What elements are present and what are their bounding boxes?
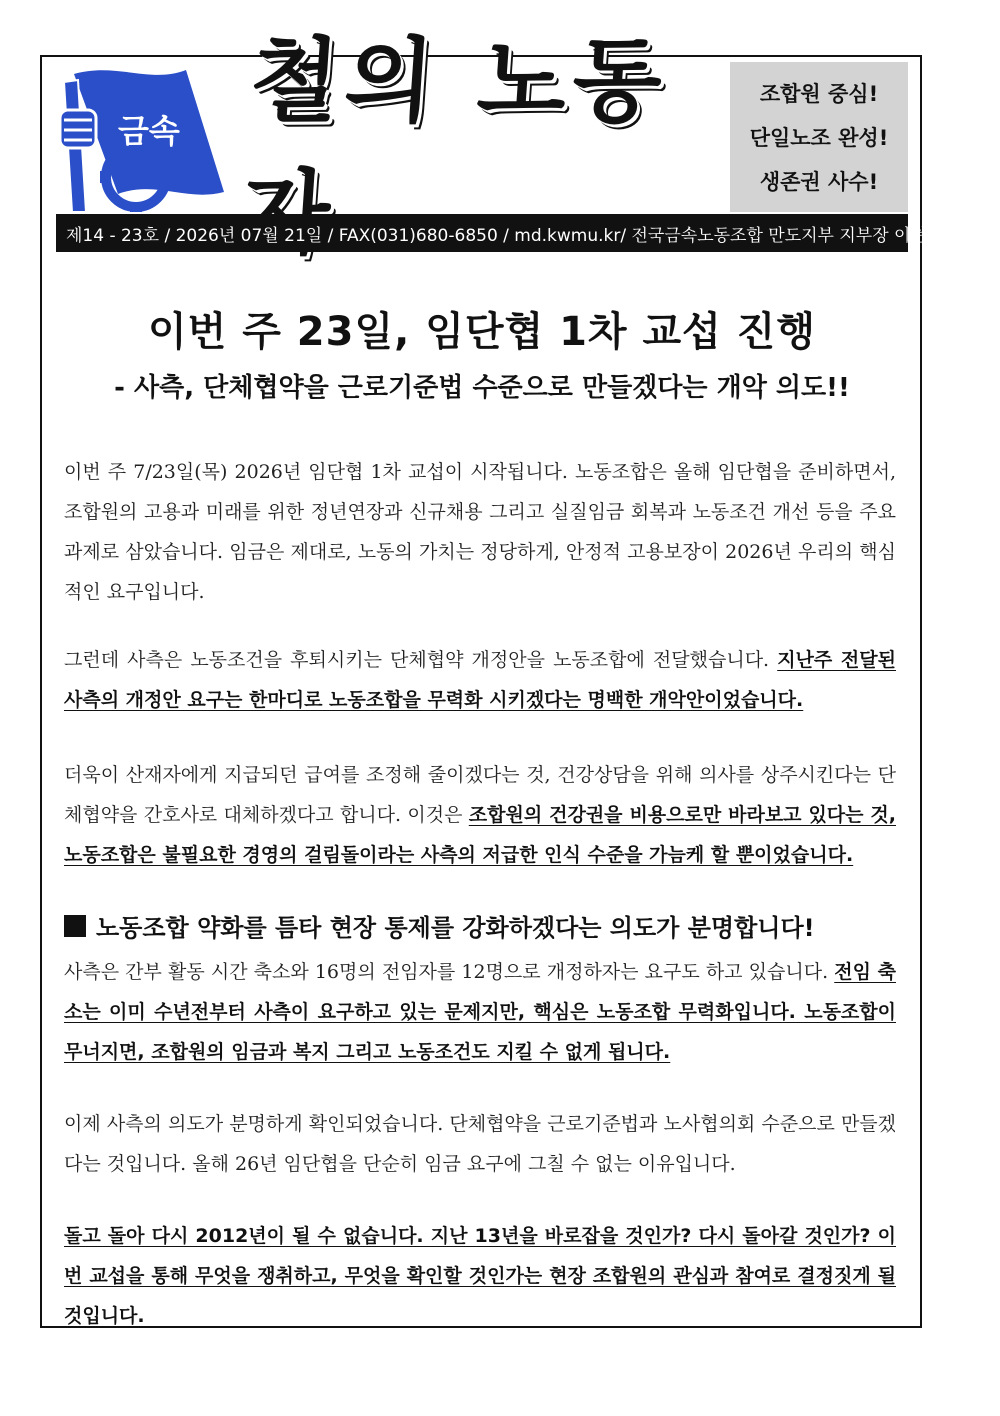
newsletter-title-wrap xyxy=(246,28,736,210)
slogan-2: 단일노조 완성! xyxy=(749,126,889,150)
paragraph-5: 이제 사측의 의도가 분명하게 확인되었습니다. 단체협약을 근로기준법과 노사협의회 수준으로 만들겠다는 것입니다. 올해 26년 임단협을 단순히 임금 요구에 그칠 수 없는 이유입니다. xyxy=(64,1113,897,1175)
paragraph-4-emphasis: 전임 축소는 이미 수년전부터 사측이 요구하고 있는 문제지만, 핵심은 노동조합 무력화입니다. 노동조합이 무너지면, 조합원의 임금과 복지 그리고 노동조건도 지킬 수 없게 됩니다. xyxy=(64,961,896,1063)
issue-info-bar: 제14 - 23호 / 2026년 07월 21일 / FAX(031)680-6850 / md.kwmu.kr/ 전국금속노동조합 만도지부 지부장 이현우 xyxy=(56,214,908,252)
paragraph-2-emphasis: 지난주 전달된 사측의 개정안 요구는 한마디로 노동조합을 무력화 시키겠다는 명백한 개악안이었습니다. xyxy=(64,649,896,711)
black-square-icon xyxy=(64,915,86,937)
paragraph-3 xyxy=(64,755,896,875)
paragraph-2-text: 그런데 사측은 노동조건을 후퇴시키는 단체협약 개정안을 노동조합에 전달했습니다. xyxy=(64,649,778,671)
paragraph-6 xyxy=(64,1216,896,1336)
paragraph-2 xyxy=(64,640,896,720)
paragraph-4-text: 사측은 간부 활동 시간 축소와 16명의 전임자를 12명으로 개정하자는 요구도 하고 있습니다. xyxy=(64,961,835,983)
slogan-1: 조합원 중심! xyxy=(759,82,879,106)
slogan-3: 생존권 사수! xyxy=(759,170,879,194)
newsletter-title: 철의 노동자 xyxy=(246,28,672,135)
section-heading xyxy=(64,908,896,943)
union-logo-icon xyxy=(56,62,236,212)
paragraph-6-emphasis: 돌고 돌아 다시 2012년이 될 수 없습니다. 지난 13년을 바로잡을 것인가? 다시 돌아갈 것인가? 이번 교섭을 통해 무엇을 쟁취하고, 무엇을 확인할 것인가는 현장 조합원의 관심과 참여로 결정짓게 될 것입니다. xyxy=(64,1225,896,1327)
headline: 이번 주 23일, 임단협 1차 교섭 진행 xyxy=(148,309,816,355)
section-heading-text: 노동조합 약화를 틈타 현장 통제를 강화하겠다는 의도가 분명합니다! xyxy=(96,914,815,942)
slogan-box xyxy=(730,62,908,212)
paragraph-3-text: 더욱이 산재자에게 지급되던 급여를 조정해 줄이겠다는 것, 건강상담을 위해 의사를 상주시킨다는 단체협약을 간호사로 대체하겠다고 합니다. 이것은 xyxy=(64,764,896,826)
logo-text: 금속 xyxy=(118,112,180,150)
paragraph-4 xyxy=(64,952,896,1072)
subheadline: - 사측, 단체협약을 근로기준법 수준으로 만들겠다는 개악 의도!! xyxy=(114,373,850,403)
paragraph-1: 이번 주 7/23일(목) 2026년 임단협 1차 교섭이 시작됩니다. 노동조합은 올해 임단협을 준비하면서, 조합원의 고용과 미래를 위한 정년연장과 신규채용 그리고 실질임금 회복과 노동조건 개선 등을 주요 과제로 삼았습니다. 임금은 제대로, 노동의 가치는 정당하게, 안정적 고용보장이 2026년 우리의 핵심적인 요구입니다. xyxy=(64,461,896,603)
masthead xyxy=(56,28,908,212)
paragraph-3-emphasis: 조합원의 건강권을 비용으로만 바라보고 있다는 것, 노동조합은 불필요한 경영의 걸림돌이라는 사측의 저급한 인식 수준을 가늠케 할 뿐이었습니다. xyxy=(64,804,896,866)
